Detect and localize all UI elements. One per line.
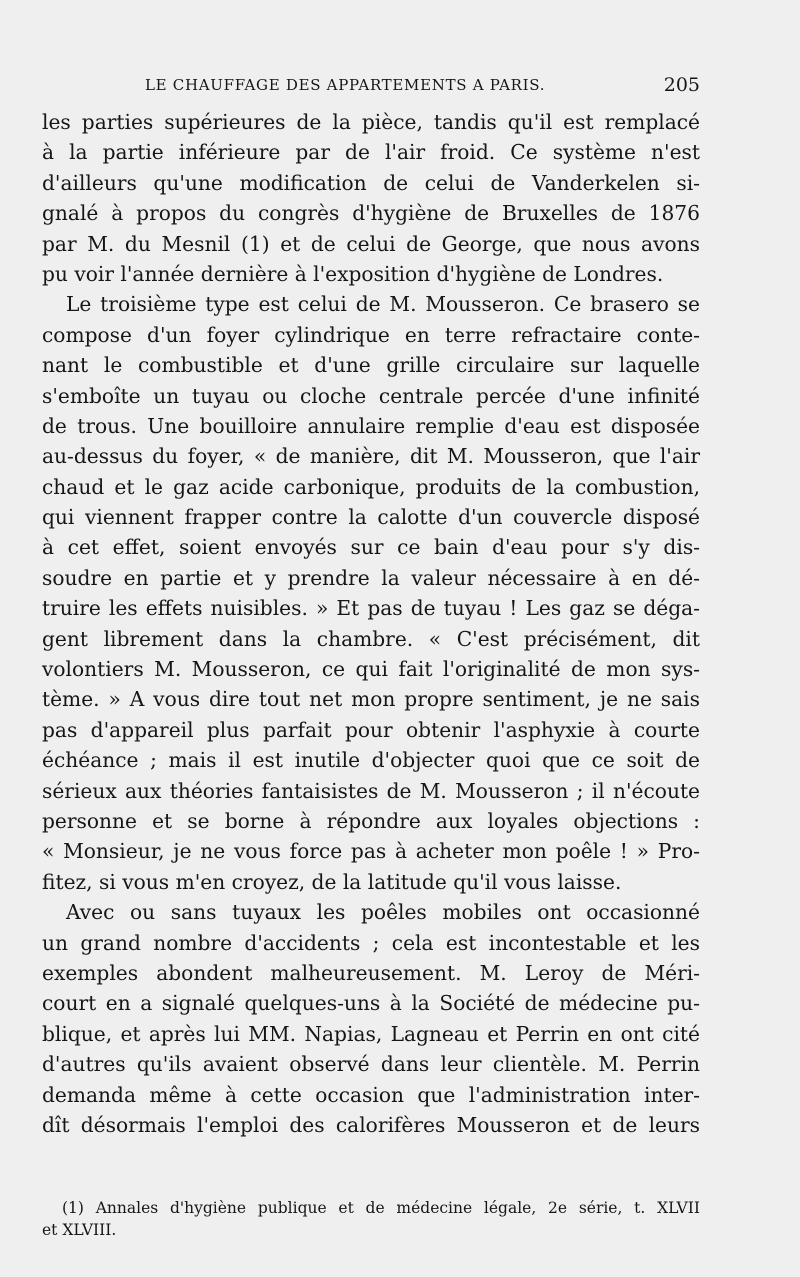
text-line: fitez, si vous m'en croyez, de la latitude qu'il vous laisse. <box>42 869 622 894</box>
text-line: dît désormais l'emploi des calorifères Mousseron et de leurs <box>42 1112 700 1137</box>
text-line: demanda même à cette occasion que l'administration inter- <box>42 1082 700 1107</box>
footnote-line: (1) Annales d'hygiène publique et de médecine légale, 2e série, t. XLVII <box>62 1199 700 1217</box>
text-line: à la partie inférieure par de l'air froid. Ce système n'est <box>42 140 700 165</box>
text-line: sérieux aux théories fantaisistes de M. Mousseron ; il n'écoute <box>42 778 700 803</box>
text-line: pu voir l'année dernière à l'exposition d'hygiène de Londres. <box>42 261 664 286</box>
text-line: court en a signalé quelques-uns à la Société de médecine pu- <box>42 991 700 1016</box>
text-line: un grand nombre d'accidents ; cela est incontestable et les <box>42 930 700 955</box>
text-line: exemples abondent malheureusement. M. Leroy de Méri- <box>42 960 700 985</box>
text-line: Avec ou sans tuyaux les poêles mobiles ont occasionné <box>66 900 700 925</box>
body-text <box>42 107 700 1140</box>
text-line: s'emboîte un tuyau ou cloche centrale percée d'une infinité <box>42 383 700 408</box>
running-head <box>42 76 700 100</box>
text-line: volontiers M. Mousseron, ce qui fait l'originalité de mon sys- <box>42 657 700 682</box>
page-number: 205 <box>663 74 700 96</box>
footnote-line: et XLVIII. <box>42 1221 117 1239</box>
text-line: d'autres qu'ils avaient observé dans leur clientèle. M. Perrin <box>42 1052 700 1077</box>
text-line: les parties supérieures de la pièce, tandis qu'il est remplacé <box>42 110 700 134</box>
text-line: soudre en partie et y prendre la valeur nécessaire à en dé- <box>42 565 700 590</box>
text-line: blique, et après lui MM. Napias, Lagneau et Perrin en ont cité <box>42 1021 700 1046</box>
text-line: compose d'un foyer cylindrique en terre refractaire conte- <box>42 322 700 347</box>
text-line: tème. » A vous dire tout net mon propre sentiment, je ne sais <box>42 687 700 712</box>
text-line: qui viennent frapper contre la calotte d'un couvercle disposé <box>42 505 700 530</box>
text-line: à cet effet, soient envoyés sur ce bain d'eau pour s'y dis- <box>42 535 700 560</box>
text-line: par M. du Mesnil (1) et de celui de George, que nous avons <box>42 231 700 256</box>
text-line: Le troisième type est celui de M. Mousseron. Ce brasero se <box>66 292 700 317</box>
text-line: de trous. Une bouilloire annulaire remplie d'eau est disposée <box>42 413 700 438</box>
paragraph-3 <box>42 897 700 1140</box>
text-line: nant le combustible et d'une grille circulaire sur laquelle <box>42 353 700 378</box>
paragraph-2 <box>42 289 700 897</box>
text-line: gent librement dans la chambre. « C'est précisément, dit <box>42 626 700 651</box>
text-line: pas d'appareil plus parfait pour obtenir l'asphyxie à courte <box>42 717 700 742</box>
paragraph-1 <box>42 107 700 289</box>
running-title: LE CHAUFFAGE DES APPARTEMENTS A PARIS. <box>145 76 546 94</box>
text-line: personne et se borne à répondre aux loyales objections : <box>42 808 700 833</box>
text-line: échéance ; mais il est inutile d'objecter quoi que ce soit de <box>42 748 700 773</box>
text-line: chaud et le gaz acide carbonique, produits de la combustion, <box>42 474 700 499</box>
text-line: gnalé à propos du congrès d'hygiène de Bruxelles de 1876 <box>42 201 700 226</box>
text-line: au-dessus du foyer, « de manière, dit M. Mousseron, que l'air <box>42 444 700 469</box>
text-line: truire les effets nuisibles. » Et pas de tuyau ! Les gaz se déga- <box>42 596 700 621</box>
text-line: d'ailleurs qu'une modification de celui de Vanderkelen si- <box>42 170 700 195</box>
text-line: « Monsieur, je ne vous force pas à acheter mon poêle ! » Pro- <box>42 839 700 864</box>
footnote <box>42 1197 700 1241</box>
